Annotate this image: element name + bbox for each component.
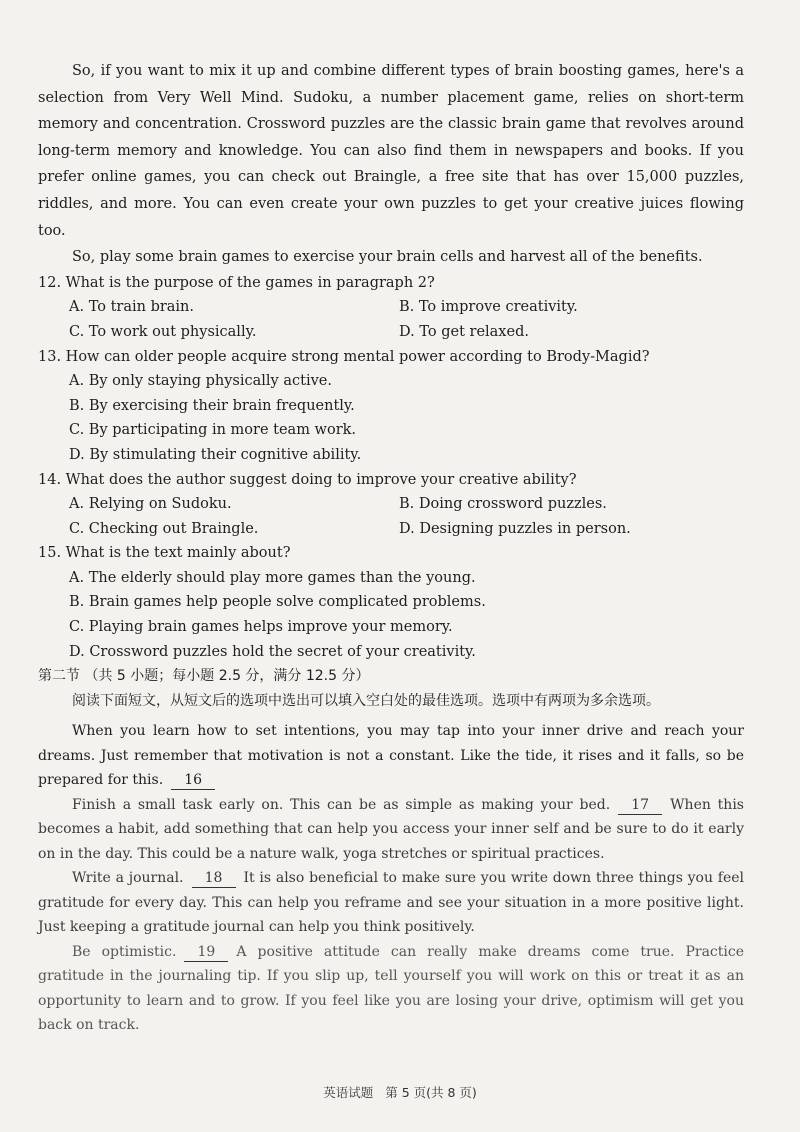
blank-18[interactable]: 18 [192, 869, 236, 888]
option-a[interactable]: A. By only staying physically active. [69, 373, 332, 390]
passage-paragraph: So, if you want to mix it up and combine different types of brain boosting games, here's a selection from Very Well Mind. Sudoku, a number placement game, relies on short-term memory and concentration. Crossword puzzles are the classic brain game that revolves around long-term memory and knowledge. You can also find them in newspapers and books. If you prefer online games, you can check out Braingle, a free site that has over 15,000 puzzles, riddles, and more. You can even create your own puzzles to get your creative juices flowing too. [38, 63, 744, 239]
question-14 [38, 468, 744, 542]
question-12 [38, 271, 744, 345]
option-a[interactable]: A. To train brain. [69, 299, 195, 316]
question-stem: 14. What does the author suggest doing to improve your creative ability? [38, 471, 577, 488]
option-b[interactable]: B. To improve creativity. [399, 299, 578, 316]
cloze-paragraph [38, 793, 744, 867]
exam-page [38, 58, 744, 1038]
question-15 [38, 541, 744, 664]
option-c[interactable]: C. By participating in more team work. [69, 422, 357, 439]
cloze-text: A positive attitude can really make dreams come true. Practice gratitude in the journaling tip. If you slip up, tell yourself you will work on this or treat it as an opportunity to learn and to grow. If you feel like you are losing your drive, optimism will get you back on track. [38, 943, 744, 1034]
blank-19[interactable]: 19 [184, 943, 228, 962]
option-d[interactable]: D. By stimulating their cognitive ability. [69, 446, 362, 463]
section-heading: 第二节 （共 5 小题；每小题 2.5 分，满分 12.5 分） [38, 668, 370, 685]
cloze-text: When you learn how to set intentions, you may tap into your inner drive and reach your dreams. Just remember that motivation is not a constant. Like the tide, it rises and it falls, so be prepared for this. [38, 723, 744, 789]
section-instruction: 阅读下面短文，从短文后的选项中选出可以填入空白处的最佳选项。选项中有两项为多余选项。 [72, 693, 660, 710]
option-b[interactable]: B. Doing crossword puzzles. [399, 496, 607, 513]
cloze-paragraph [38, 866, 744, 940]
page-footer [0, 1083, 800, 1101]
question-stem: 13. How can older people acquire strong mental power according to Brody-Magid? [38, 348, 650, 365]
option-d[interactable]: D. Designing puzzles in person. [399, 520, 631, 537]
cloze-paragraph [38, 719, 744, 793]
question-stem: 15. What is the text mainly about? [38, 545, 291, 562]
blank-17[interactable]: 17 [618, 796, 662, 815]
passage-paragraph: So, play some brain games to exercise your brain cells and harvest all of the benefits. [72, 249, 703, 266]
footer-subject: 英语试题 [323, 1085, 374, 1100]
cloze-text: Finish a small task early on. This can be as simple as making your bed. [72, 796, 611, 813]
option-c[interactable]: C. To work out physically. [69, 323, 257, 340]
option-c[interactable]: C. Checking out Braingle. [69, 520, 259, 537]
cloze-text: When this becomes a habit, add something that can help you access your inner self and be sure to do it early on in the day. This could be a nature walk, yoga stretches or spiritual practices. [38, 796, 744, 862]
cloze-passage [38, 719, 744, 1038]
option-d[interactable]: D. To get relaxed. [399, 323, 529, 340]
blank-16[interactable]: 16 [171, 771, 215, 790]
cloze-text: It is also beneficial to make sure you write down three things you feel gratitude for every day. This can help you reframe and see your situation in a more positive light. Just keeping a gratitude journal can help you think positively. [38, 870, 745, 936]
footer-page-number: 第 5 页(共 8 页) [385, 1085, 477, 1100]
option-a[interactable]: A. Relying on Sudoku. [69, 496, 232, 513]
option-b[interactable]: B. Brain games help people solve complicated problems. [69, 594, 486, 611]
question-13 [38, 345, 744, 468]
option-b[interactable]: B. By exercising their brain frequently. [69, 397, 355, 414]
option-a[interactable]: A. The elderly should play more games than the young. [69, 569, 476, 586]
cloze-text: Write a journal. [72, 870, 184, 887]
option-d[interactable]: D. Crossword puzzles hold the secret of your creativity. [69, 643, 476, 660]
cloze-paragraph [38, 940, 744, 1038]
question-stem: 12. What is the purpose of the games in paragraph 2? [38, 274, 435, 291]
cloze-text: Be optimistic. [72, 943, 177, 960]
option-c[interactable]: C. Playing brain games helps improve your memory. [69, 619, 453, 636]
